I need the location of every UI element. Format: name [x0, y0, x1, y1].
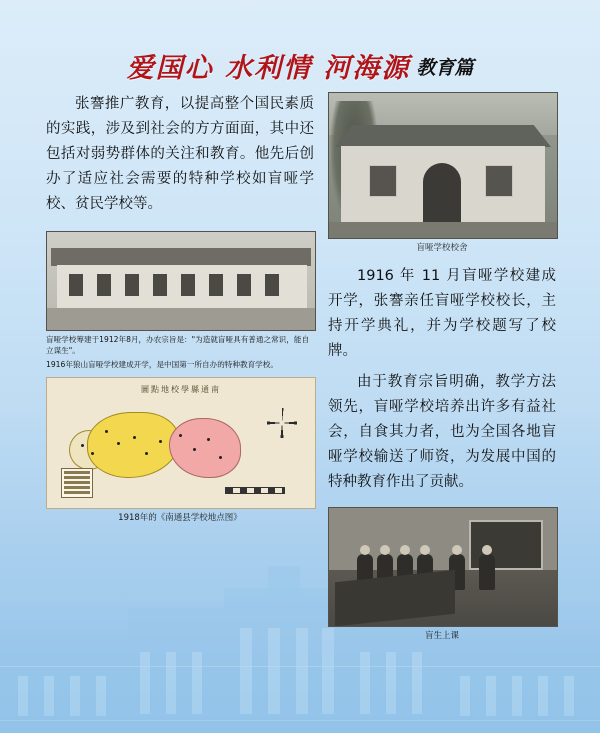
title-subtitle-text: 教育篇: [416, 57, 474, 79]
photo-blind-students-class: [328, 507, 558, 627]
left-column: [46, 92, 314, 524]
photo-class-caption: 盲生上课: [424, 631, 459, 641]
right-paragraph-2: 由于教育宗旨明确，教学方法领先，盲哑学校培养出许多有益社会，自食其力者，也为全国各地盲哑学校输送了师资，为发展中国的特种教育作出了贡献。: [328, 374, 556, 490]
poster-title: [0, 46, 600, 85]
photo-school-campus: [328, 92, 558, 239]
photo-school-building-long: [46, 231, 316, 331]
title-main-text: 爱国心 水利情 河海源: [126, 53, 411, 84]
compass-rose-icon: [267, 408, 297, 438]
photo-long-caption-line-1: 盲哑学校筹建于1912年8月，办农宗旨是："为造就盲哑具有普通之常识，能自立谋生"。: [46, 335, 310, 355]
photo-county-school-map: [46, 377, 316, 509]
photo-school-caption: 盲哑学校校舍: [416, 243, 468, 253]
photo-map-caption: 1918年的《南通县学校地点图》: [118, 513, 242, 523]
map-inner-title: 圖點地校學縣通南: [141, 385, 221, 394]
photo-long-caption-line-2: 1916年狼山盲哑学校建成开学，是中国第一所自办的特种教育学校。: [46, 360, 278, 369]
map-legend-icon: [61, 468, 93, 498]
left-paragraph-1: 张謇推广教育，以提高整个国民素质的实践，涉及到社会的方方面面，其中还包括对弱势群体的关注和教育。他先后创办了适应社会需要的特种学校如盲哑学校、贫民学校等。: [46, 96, 314, 212]
map-scale-bar: [225, 487, 285, 494]
right-column: [328, 92, 556, 642]
right-paragraph-1: 1916 年 11 月盲哑学校建成开学，张謇亲任盲哑学校校长，主持开学典礼，并为学校题写了校牌。: [328, 268, 556, 359]
